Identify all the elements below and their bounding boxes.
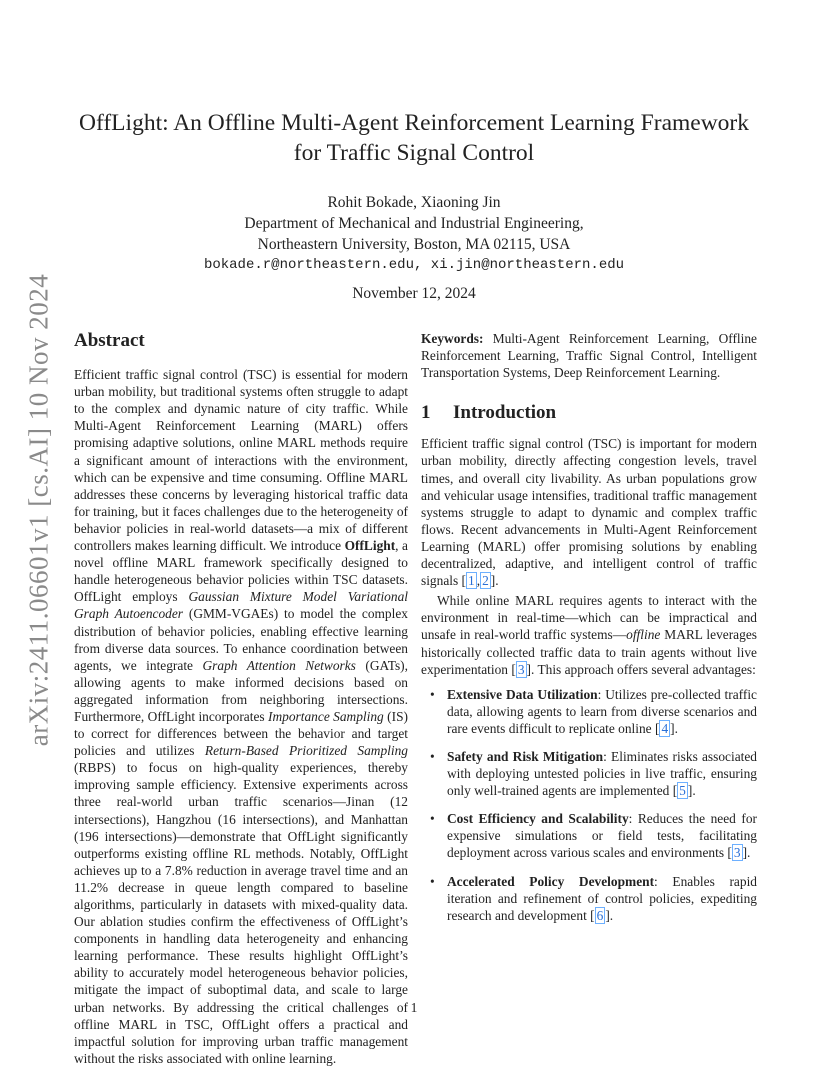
abstract-emph: Return-Based Prioritized Sampling [204, 743, 408, 759]
title-line-2: for Traffic Signal Control [293, 140, 535, 166]
keywords-text: Multi-Agent Reinforcement Learning, Offline Reinforcement Learning, Traffic Signal Control, Intelligent Transportation Systems, Deep Reinforcement Learning. [421, 331, 757, 381]
keywords-label: Keywords: [421, 331, 484, 346]
abstract-emph: Graph Attention Networks [202, 657, 356, 673]
arxiv-identifier: arXiv:2411.06601v1 [cs.AI] 10 Nov 2024 [23, 273, 54, 747]
bullet-text: : Eliminates risks associated with deploying untested policies in live traffic, ensuring only well-trained agents are implemented [447, 748, 757, 799]
affiliation-line-1: Department of Mechanical and Industrial Engineering, [244, 215, 584, 232]
bullet-title: Accelerated Policy Development [447, 873, 655, 889]
bullet-end: . [747, 845, 751, 861]
bullet-title: Cost Efficiency and Scalability [447, 811, 629, 827]
bullet-icon: • [430, 686, 435, 702]
intro-span: While online MARL requires agents to interact with the environment in real-time—which can be impractical and unsafe in real-world traffic systems— [421, 593, 757, 643]
introduction-heading [421, 402, 757, 424]
bullet-text: : Reduces the need for expensive simulations or field tests, facilitating deployment across various scales and environments [447, 811, 757, 861]
intro-span: . [495, 573, 499, 589]
citation-link[interactable]: 4 [661, 720, 669, 736]
page-number: 1 [410, 1000, 418, 1015]
bullet-icon: • [430, 811, 435, 827]
intro-emph: offline [626, 627, 661, 643]
citation-link[interactable]: 2 [482, 573, 489, 589]
citation-link[interactable]: 1 [468, 573, 475, 589]
bullet-end: . [609, 907, 614, 923]
title-line-1: OffLight: An Offline Multi-Agent Reinforcement Learning Framework [78, 110, 750, 136]
abstract-emph: Importance Sampling [268, 708, 384, 724]
bullet-icon: • [430, 873, 435, 889]
intro-span: MARL leverages historically collected traffic data to train agents without live experimentation [421, 627, 757, 677]
abstract-emph: Gaussian Mixture Model Variational Graph Autoencoder [74, 589, 408, 622]
abstract-span: (IS) to correct for differences between the behavior and target policies and utilizes [74, 708, 408, 759]
abstract-heading: Abstract [74, 330, 145, 351]
bullet-text: : Enables rapid iteration and refinement of control policies, expediting research and development [447, 873, 757, 923]
citation-link[interactable]: 3 [517, 661, 525, 677]
right-column [421, 330, 757, 935]
bullet-end: . [674, 720, 678, 736]
paper-date: November 12, 2024 [352, 285, 476, 302]
abstract-bold-offlight: OffLight [344, 538, 396, 554]
abstract-span: (RBPS) to focus on high-quality experiences, thereby improving sample efficiency. Extensive experiments across three real-world urban traffic scenarios—Jinan (12 intersections), Hangzhou (16 intersections), and Manhattan (196 intersections)—demonstrate that OffLight significantly outperforms existing offline RL methods. Notably, OffLight achieves up to a 7.8% reduction in average travel time and an 11.2% decrease in queue length compared to baseline algorithms, particularly in datasets with mixed-quality data. Our ablation studies confirm the effectiveness of OffLight’s components in handling data heterogeneity and enhancing learning performance. These results highlight OffLight’s ability to accurately model heterogeneous behavior policies, mitigate the impact of suboptimal data, and scale to large urban networks. By addressing the critical challenges of offline MARL in TSC, OffLight offers a practical and impactful solution for improving urban traffic management without the risks associated with online learning. [74, 760, 408, 1066]
list-item: • Accelerated Policy Development: Enables rapid iteration and refinement of control policies, expediting research and development [ 6 ]. [430, 873, 757, 923]
author-names: Rohit Bokade, Xiaoning Jin [327, 194, 501, 211]
keywords [421, 330, 757, 381]
author-emails: bokade.r@northeastern.edu, xi.jin@northeastern.edu [203, 257, 625, 273]
citation-link[interactable]: 5 [679, 783, 686, 799]
advantages-list [421, 686, 757, 924]
citation-link[interactable]: 3 [733, 845, 741, 861]
bullet-title: Safety and Risk Mitigation [447, 748, 604, 764]
intro-paragraph-1: Efficient traffic signal control (TSC) is important for modern urban mobility, directly affecting congestion levels, travel times, and overall city livability. As urban populations grow and vehicular usage intensifies, traditional traffic management systems struggle to adapt to dynamic and complex traffic flows. Recent advancements in Multi-Agent Reinforcement Learning (MARL) offer promising solutions by enabling decentralized, adaptive, and intelligent control of traffic signals [ 1 , 2 ]. [421, 436, 757, 589]
list-item: • Cost Efficiency and Scalability: Reduces the need for expensive simulations or field tests, facilitating deployment across various scales and environments [ 3 ]. [430, 811, 757, 861]
section-number: 1 [421, 402, 431, 424]
bullet-icon: • [430, 748, 435, 764]
left-column [74, 332, 408, 1067]
intro-paragraph-2: While online MARL requires agents to interact with the environment in real-time—which can be impractical and unsafe in real-world traffic systems—offline MARL leverages historically collected traffic data to train agents without live experimentation [ 3 ]. This approach offers several advantages: [421, 593, 757, 677]
abstract-text [74, 366, 408, 1067]
bullet-text: : Utilizes pre-collected traffic data, allowing agents to learn from diverse scenarios and rare events difficult to replicate online [447, 686, 757, 736]
list-item: • Safety and Risk Mitigation: Eliminates risks associated with deploying untested policies in live traffic, ensuring only well-trained agents are implemented [ 5 ]. [430, 748, 757, 799]
paper-title [60, 108, 768, 168]
intro-span: . This approach offers several advantages: [531, 661, 756, 677]
section-title: Introduction [453, 402, 557, 424]
arxiv-sidebar [23, 273, 54, 747]
abstract-span: Efficient traffic signal control (TSC) is essential for modern urban mobility, but traditional systems often struggle to adapt to the complex and dynamic nature of city traffic. While Multi-Agent Reinforcement Learning (MARL) offers promising adaptive solutions, online MARL methods require a significant amount of interactions with the environment, which can be expensive and time consuming. Offline MARL addresses these concerns by leveraging historical traffic data for training, but it faces challenges due to the heterogeneity of behavior policies in real-world datasets—a mix of different controllers makes learning difficult. We introduce [74, 367, 408, 554]
bullet-end: . [692, 783, 696, 799]
citation-link[interactable]: 6 [596, 907, 604, 923]
intro-span: Efficient traffic signal control (TSC) is important for modern urban mobility, directly affecting congestion levels, travel times, and overall city livability. As urban populations grow and vehicular usage intensifies, traditional traffic management systems struggle to adapt to dynamic and complex traffic flows. Recent advancements in Multi-Agent Reinforcement Learning (MARL) offer promising solutions by enabling decentralized, adaptive, and intelligent control of traffic signals [421, 436, 757, 589]
abstract-span: (GMM-VGAEs) to model the complex distribution of behavior policies, enabling effective learning from diverse data sources. To enhance coordination between agents, we integrate [74, 606, 408, 673]
abstract-span: , a novel offline MARL framework specifically designed to handle heterogeneous behavior policies within TSC datasets. OffLight employs [74, 538, 408, 605]
abstract-span: (GATs), allowing agents to make informed decisions based on aggregated information from neighboring intersections. Furthermore, OffLight incorporates [74, 657, 408, 724]
list-item: • Extensive Data Utilization: Utilizes pre-collected traffic data, allowing agents to learn from diverse scenarios and rare events difficult to replicate online [ 4 ]. [430, 686, 757, 736]
author-block [60, 192, 768, 276]
affiliation-line-2: Northeastern University, Boston, MA 02115, USA [257, 236, 571, 253]
bullet-title: Extensive Data Utilization [447, 686, 598, 702]
